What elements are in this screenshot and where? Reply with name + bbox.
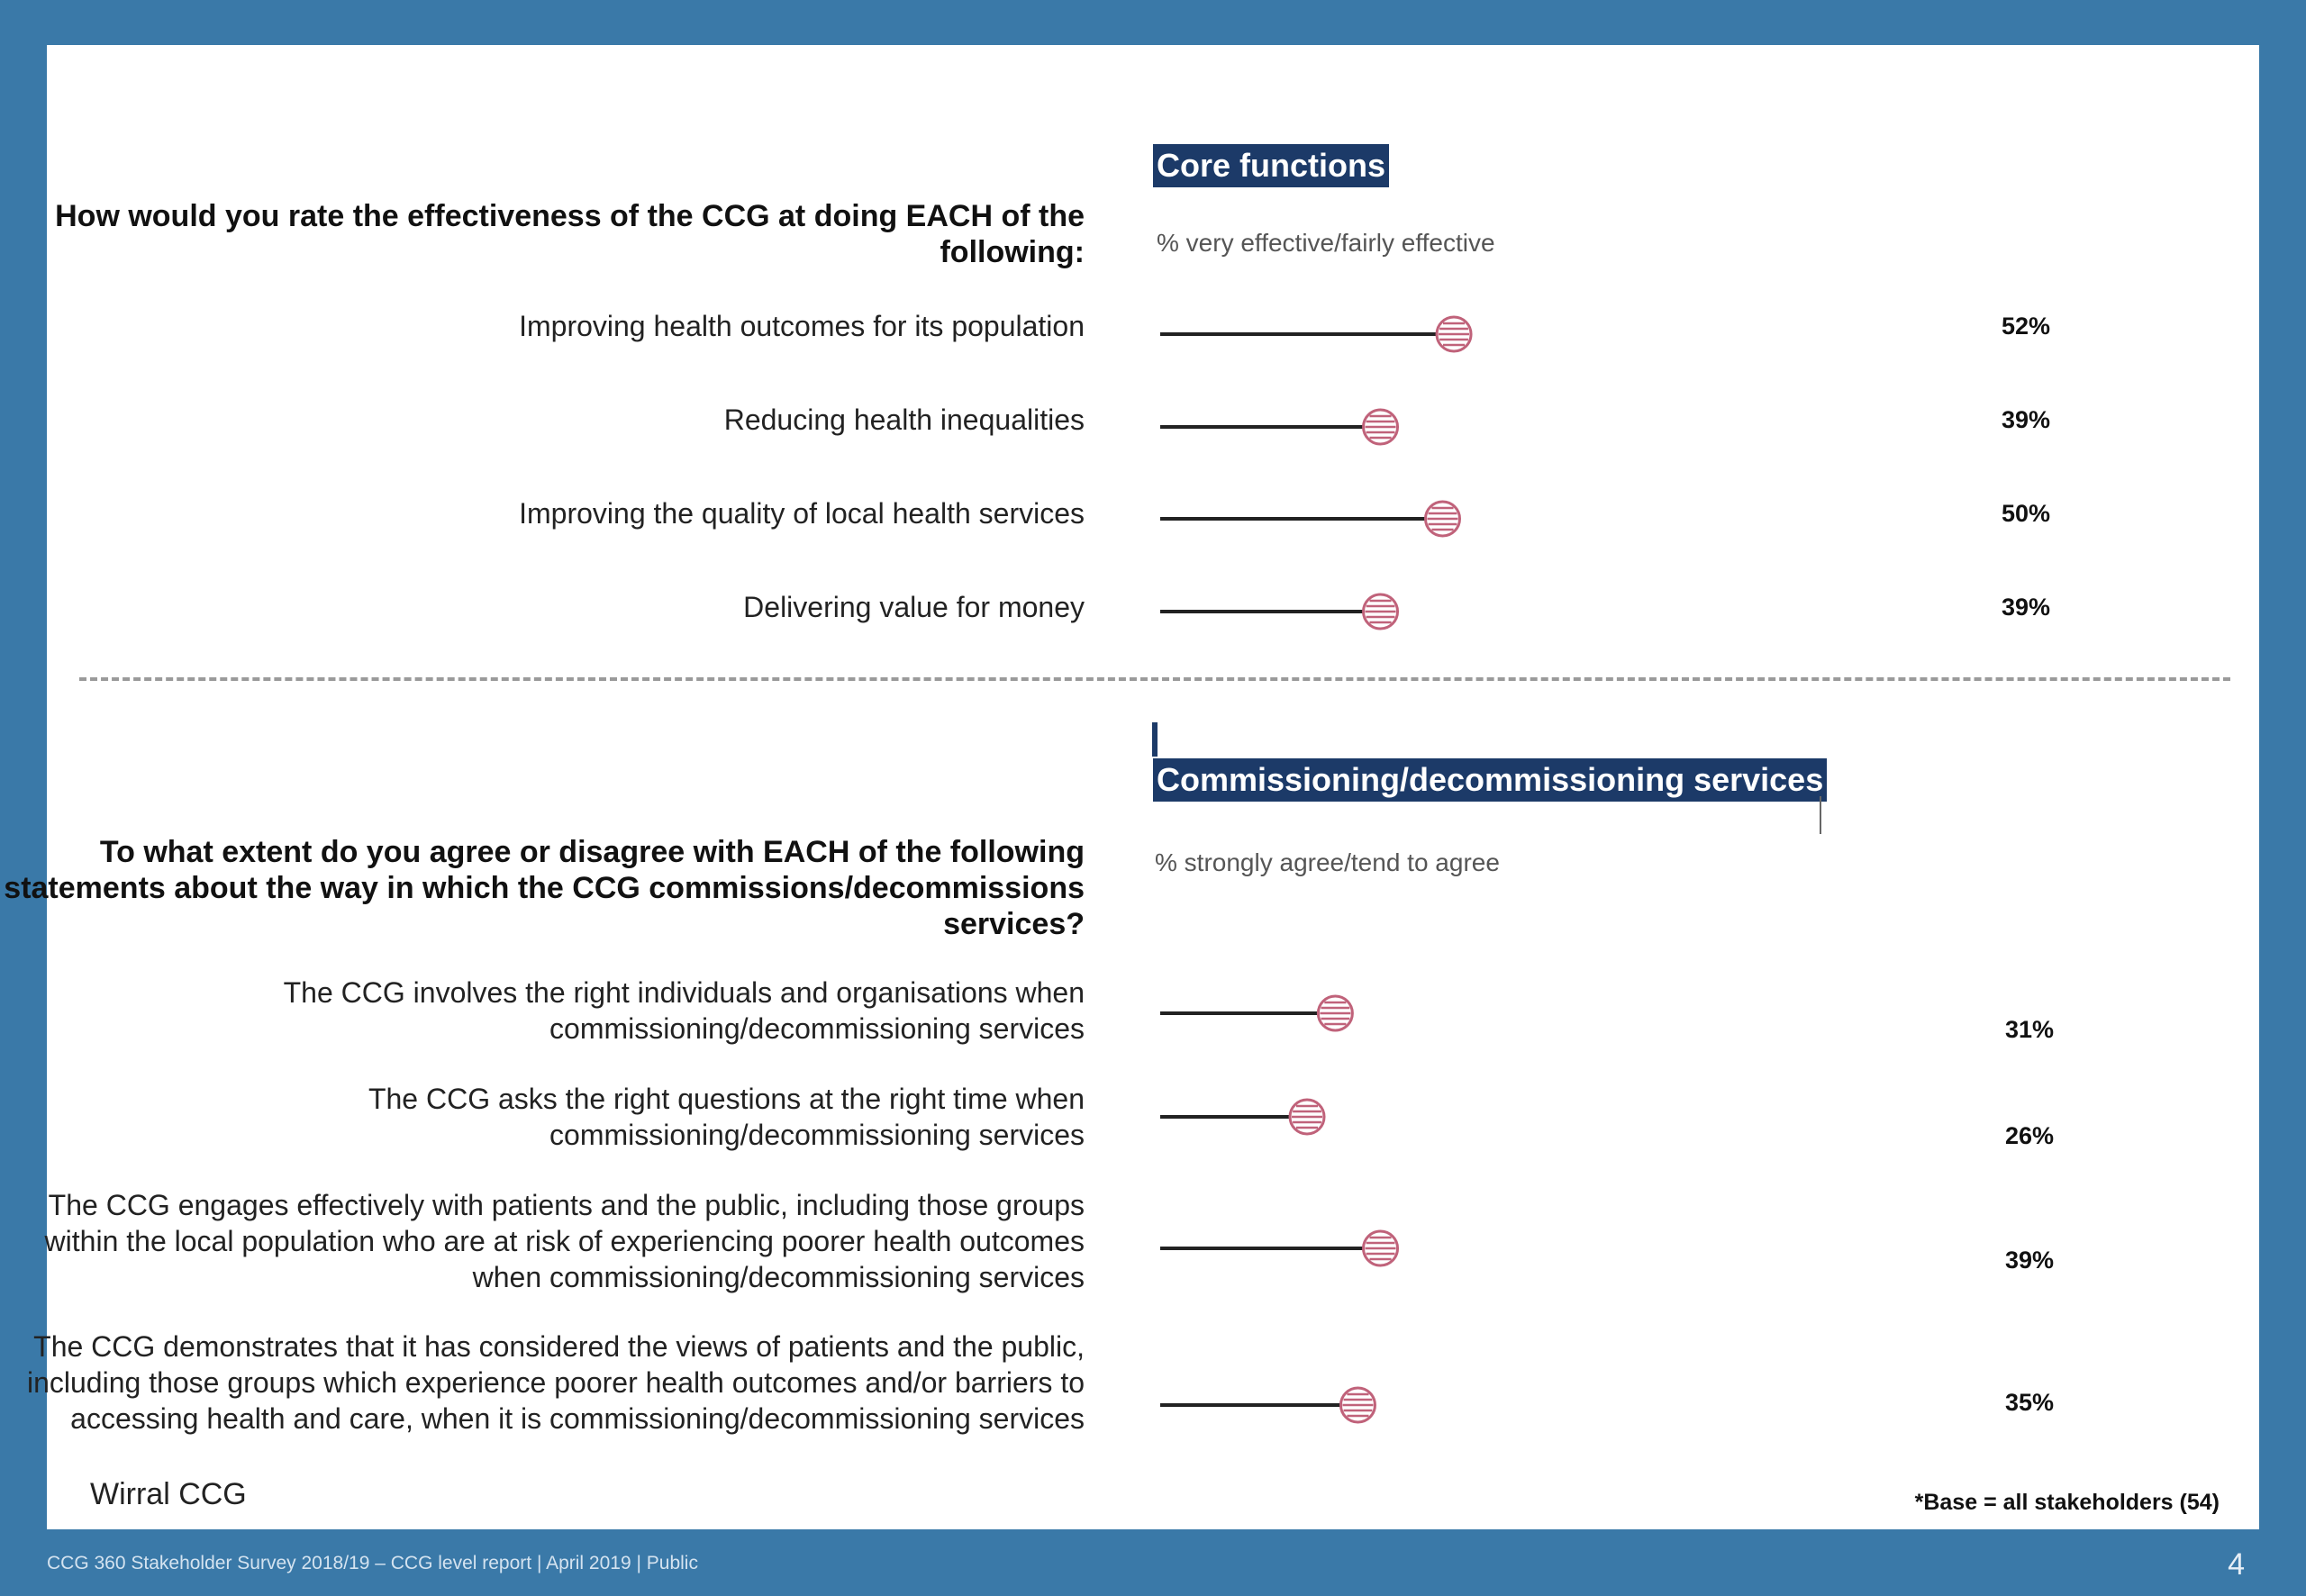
- category-label: The CCG involves the right individuals and organisations when commissioning/decommissioning services: [283, 976, 1085, 1045]
- lollipop-marker: [1364, 410, 1398, 444]
- category-label: Reducing health inequalities: [723, 404, 1085, 436]
- value-label: 50%: [2001, 500, 2051, 527]
- lollipop-marker: [1364, 594, 1398, 629]
- lollipop-marker: [1318, 996, 1352, 1030]
- org-name: Wirral CCG: [90, 1477, 247, 1511]
- lollipop-marker: [1290, 1100, 1324, 1134]
- value-label: 39%: [2004, 1247, 2055, 1274]
- lollipop-marker: [1426, 502, 1460, 536]
- section-subtitle-commissioning: % strongly agree/tend to agree: [1155, 848, 1500, 876]
- page-number: 4: [2228, 1547, 2245, 1582]
- lollipop-marker: [1364, 1231, 1398, 1265]
- category-label: The CCG demonstrates that it has considered the views of patients and the public, including those groups which experience poorer health outcomes and/or barriers to accessing health and care, when it is commissioning/decommissioning services: [26, 1330, 1085, 1435]
- section-subtitle-core-functions: % very effective/fairly effective: [1157, 229, 1495, 257]
- category-label: Improving the quality of local health services: [519, 497, 1085, 530]
- value-label: 52%: [2001, 313, 2051, 340]
- value-label: 26%: [2004, 1122, 2055, 1149]
- base-note: *Base = all stakeholders (54): [1914, 1490, 2220, 1515]
- value-label: 39%: [2001, 406, 2051, 433]
- question-agreement: To what extent do you agree or disagree with EACH of the following statements about the way in which the CCG commissions/decommissions services?: [4, 835, 1085, 941]
- lollipop-chart: [47, 45, 2259, 1529]
- lollipop-marker: [1437, 317, 1471, 351]
- value-label: 39%: [2001, 594, 2051, 621]
- lollipop-marker: [1340, 1388, 1375, 1422]
- value-label: 35%: [2004, 1389, 2055, 1416]
- category-label: Delivering value for money: [743, 591, 1085, 623]
- category-label: The CCG asks the right questions at the right time when commissioning/decommissioning services: [368, 1083, 1085, 1151]
- report-footer-line: CCG 360 Stakeholder Survey 2018/19 – CCG level report | April 2019 | Public: [47, 1553, 698, 1573]
- section-title-core-functions: Core functions: [1153, 144, 1389, 187]
- value-label: 31%: [2004, 1016, 2055, 1043]
- report-page: [4, 45, 2259, 1529]
- category-label: Improving health outcomes for its population: [519, 310, 1085, 342]
- question-effectiveness: How would you rate the effectiveness of the CCG at doing EACH of the following:: [55, 199, 1085, 269]
- category-label: The CCG engages effectively with patients and the public, including those groups within the local population who are at risk of experiencing poorer health outcomes when commissioning/decommissioning services: [44, 1189, 1085, 1293]
- section-title-commissioning: Commissioning/decommissioning services: [1153, 758, 1827, 802]
